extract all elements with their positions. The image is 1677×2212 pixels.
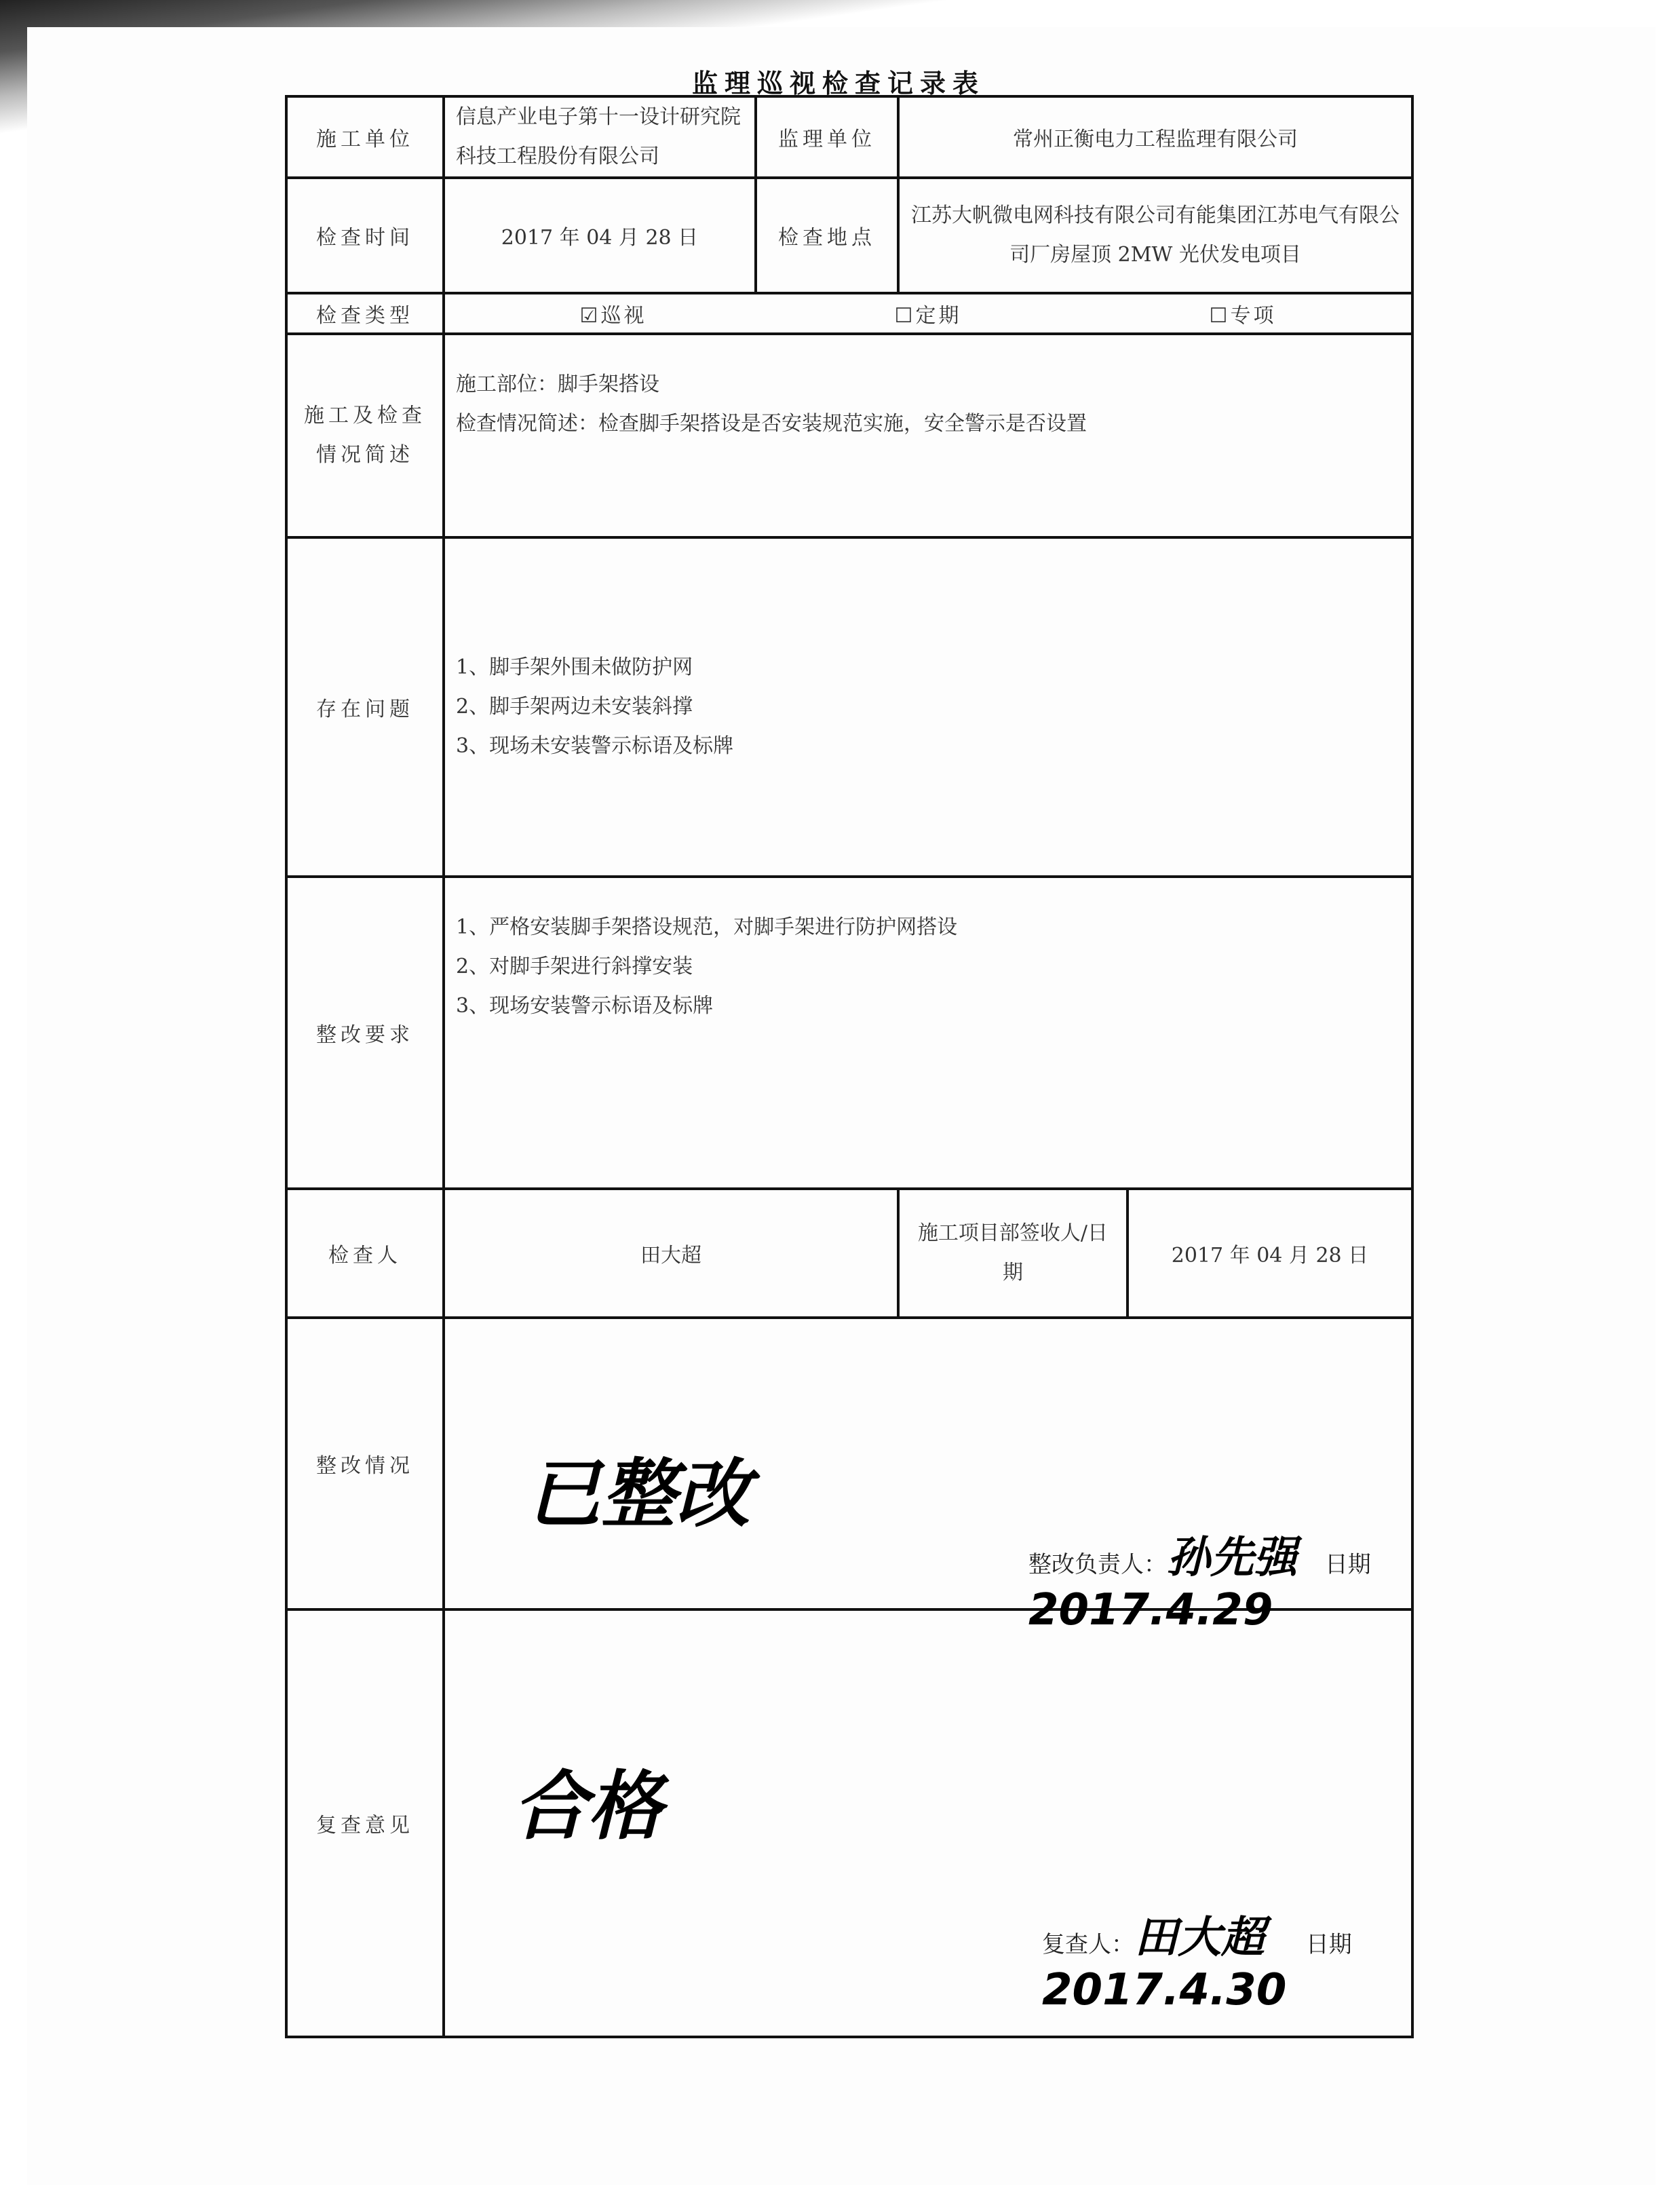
row-recheck: [286, 1609, 1412, 2037]
recheck-signature-line: [1042, 1903, 1411, 2015]
check-type-periodic-checkbox[interactable]: ☐定期: [894, 304, 962, 328]
inspection-form: [285, 95, 1414, 2038]
description-text: 检查情况简述：检查脚手架搭设是否安装规范实施，安全警示是否设置: [456, 412, 1087, 436]
description-part: 施工部位：脚手架搭设: [456, 373, 659, 396]
rectification-handwriting: 已整改: [526, 1451, 750, 1538]
row-rectification: [286, 1318, 1412, 1609]
sign-off-label: 施工项目部签收人/日期: [898, 1189, 1127, 1318]
description-cell: [444, 334, 1412, 537]
sign-off-date: 2017 年 04 月 28 日: [1127, 1189, 1412, 1318]
requirement-item: 1、严格安装脚手架搭设规范，对脚手架进行防护网搭设: [456, 915, 958, 939]
rectification-owner-signature: 孙先强: [1167, 1533, 1297, 1583]
recheck-label: 复查意见: [286, 1609, 444, 2037]
check-type-label: 检查类型: [286, 293, 444, 334]
check-type-patrol-checkbox[interactable]: ☑巡视: [579, 304, 647, 328]
requirements-label: 整改要求: [286, 877, 444, 1189]
row-check-type: [286, 293, 1412, 334]
problem-item: 1、脚手架外围未做防护网: [456, 655, 693, 679]
row-description: [286, 334, 1412, 537]
check-type-special-checkbox[interactable]: ☐专项: [1209, 304, 1277, 328]
check-time-value: 2017 年 04 月 28 日: [444, 178, 756, 293]
problems-label: 存在问题: [286, 537, 444, 877]
problem-item: 3、现场未安装警示标语及标牌: [456, 734, 734, 758]
inspector-value: 田大超: [444, 1189, 898, 1318]
form-title: 监理巡视检查记录表: [691, 68, 985, 98]
check-location-label: 检查地点: [756, 178, 898, 293]
description-label: 施工及检查情况简述: [286, 334, 444, 537]
requirements-cell: [444, 877, 1412, 1189]
recheck-person-label: 复查人：: [1042, 1931, 1134, 1958]
rectification-date-handwriting: 2017.4.29: [1028, 1585, 1273, 1635]
problems-cell: [444, 537, 1412, 877]
row-time-location: [286, 178, 1412, 293]
construction-unit-value: 信息产业电子第十一设计研究院科技工程股份有限公司: [444, 96, 756, 178]
requirement-item: 3、现场安装警示标语及标牌: [456, 994, 714, 1018]
rectification-label: 整改情况: [286, 1318, 444, 1609]
recheck-cell: [444, 1609, 1412, 2037]
construction-unit-label: 施工单位: [286, 96, 444, 178]
requirement-item: 2、对脚手架进行斜撑安装: [456, 955, 693, 978]
check-location-value: 江苏大帆微电网科技有限公司有能集团江苏电气有限公司厂房屋顶 2MW 光伏发电项目: [898, 178, 1412, 293]
recheck-handwriting: 合格: [513, 1763, 662, 1850]
row-inspector: [286, 1189, 1412, 1318]
check-time-label: 检查时间: [286, 178, 444, 293]
supervision-unit-label: 监理单位: [756, 96, 898, 178]
check-type-options: [444, 293, 1412, 334]
rectification-owner-label: 整改负责人：: [1028, 1551, 1167, 1578]
row-units: [286, 96, 1412, 178]
recheck-person-signature: 田大超: [1134, 1913, 1265, 1963]
row-requirements: [286, 877, 1412, 1189]
inspector-label: 检查人: [286, 1189, 444, 1318]
rectification-cell: [444, 1318, 1412, 1635]
row-problems: [286, 537, 1412, 877]
recheck-date-handwriting: 2017.4.30: [1042, 1965, 1287, 2015]
problem-item: 2、脚手架两边未安装斜撑: [456, 695, 693, 719]
recheck-date-label: 日期: [1305, 1931, 1352, 1958]
supervision-unit-value: 常州正衡电力工程监理有限公司: [898, 96, 1412, 178]
rectification-date-label: 日期: [1324, 1551, 1371, 1578]
